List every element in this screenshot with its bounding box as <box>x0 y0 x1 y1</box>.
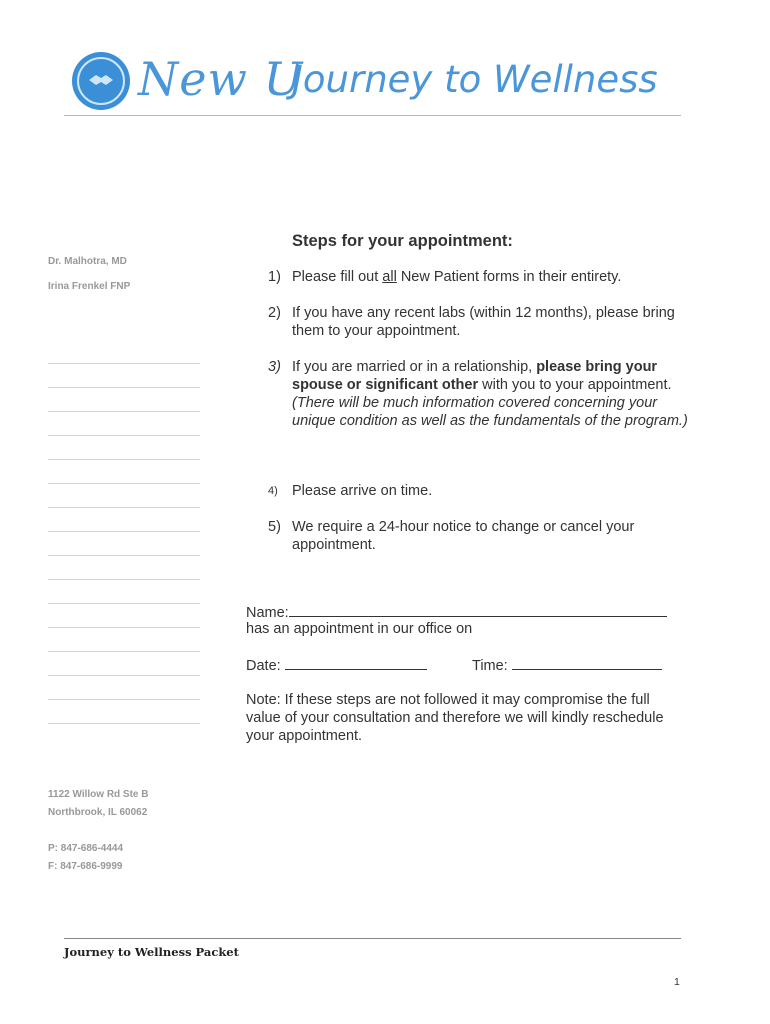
doctor-name: Dr. Malhotra, MD <box>48 256 127 267</box>
date-field-row <box>246 655 427 675</box>
footer-divider <box>64 938 681 939</box>
date-label: Date: <box>246 658 281 674</box>
phone-number: P: 847-686-4444 <box>48 843 124 854</box>
note-text: Note: If these steps are not followed it may compromise the full value of your consultation and therefore we will kindly reschedule your appointment. <box>246 692 664 744</box>
address-line1: 1122 Willow Rd Ste B <box>48 789 149 800</box>
header-divider <box>64 115 681 116</box>
page-number: 1 <box>674 976 680 988</box>
name-field-row <box>246 602 667 622</box>
time-blank[interactable] <box>512 655 662 670</box>
brand-title: Journey to Wellness <box>292 58 658 101</box>
nurse-name: Irina Frenkel FNP <box>48 281 131 292</box>
fax-number: F: 847-686-9999 <box>48 861 123 872</box>
sidebar-ruled-lines <box>48 363 200 747</box>
brand-script-logo: New U <box>138 52 304 106</box>
name-blank[interactable] <box>289 602 667 617</box>
handshake-icon <box>88 72 114 88</box>
date-blank[interactable] <box>285 655 427 670</box>
logo-seal <box>72 52 130 110</box>
time-label: Time: <box>472 658 508 674</box>
name-label: Name: <box>246 605 289 621</box>
footer-title: Journey to Wellness Packet <box>64 945 239 959</box>
steps-heading: Steps for your appointment: <box>292 232 513 250</box>
time-field-row <box>472 655 662 675</box>
address-line2: Northbrook, IL 60062 <box>48 807 148 818</box>
appointment-text: has an appointment in our office on <box>246 621 473 637</box>
